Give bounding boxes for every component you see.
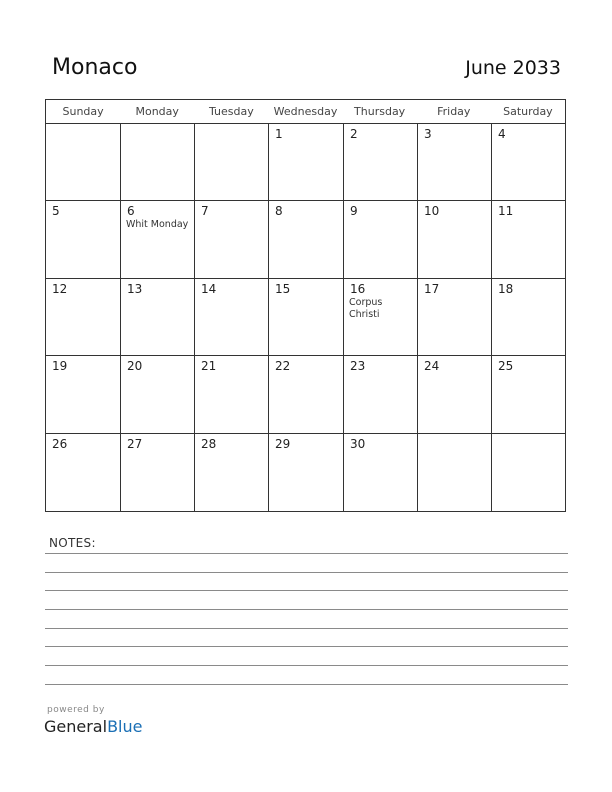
day-cell — [46, 201, 121, 278]
day-number: 18 — [498, 281, 514, 296]
note-line — [45, 572, 568, 573]
weekday-thursday: Thursday — [354, 105, 406, 118]
note-line — [45, 609, 568, 610]
day-cell — [344, 201, 418, 278]
note-line — [45, 665, 568, 666]
weekday-wednesday: Wednesday — [273, 105, 338, 118]
day-cell — [46, 434, 121, 511]
day-cell — [418, 356, 492, 433]
calendar-country-title: Monaco — [52, 55, 138, 80]
day-cell — [195, 434, 269, 511]
day-cell — [195, 356, 269, 433]
logo-blue-text: Blue — [107, 717, 143, 736]
day-number: 1 — [275, 127, 283, 141]
day-cell — [344, 356, 418, 433]
day-number: 29 — [275, 436, 291, 451]
day-number: 6 — [127, 204, 135, 219]
day-cell — [344, 434, 418, 511]
day-number: 16 — [350, 281, 366, 296]
day-number: 5 — [52, 204, 60, 219]
day-cell — [492, 434, 565, 511]
day-number: 7 — [201, 204, 209, 219]
day-number: 27 — [127, 436, 143, 451]
weekday-header-row — [46, 100, 565, 124]
day-cell — [46, 279, 121, 356]
day-cell — [195, 201, 269, 278]
day-cell — [121, 434, 195, 511]
day-number: 28 — [201, 436, 217, 451]
generalblue-logo — [44, 717, 142, 736]
weekday-monday: Monday — [135, 105, 179, 118]
day-number: 9 — [350, 204, 358, 219]
day-number: 11 — [498, 204, 514, 219]
day-number: 23 — [350, 359, 366, 374]
day-number: 30 — [350, 436, 366, 451]
day-number: 26 — [52, 436, 68, 451]
day-cell — [492, 201, 565, 278]
powered-by-text: powered by — [47, 705, 105, 715]
day-cell — [492, 279, 565, 356]
day-number: 22 — [275, 359, 291, 374]
weekday-sunday: Sunday — [62, 105, 104, 118]
holiday-label: Corpus Christi — [349, 296, 383, 320]
day-number: 20 — [127, 359, 143, 374]
calendar-grid — [45, 99, 566, 512]
day-cell — [121, 201, 195, 278]
day-cell — [269, 279, 344, 356]
note-line — [45, 628, 568, 629]
day-cell — [418, 124, 492, 201]
notes-label: NOTES: — [49, 536, 96, 550]
day-number: 2 — [350, 127, 358, 141]
logo-general-text: General — [44, 717, 108, 736]
day-number: 13 — [127, 281, 143, 296]
day-cell — [344, 279, 418, 356]
day-number: 15 — [275, 281, 291, 296]
weekday-friday: Friday — [437, 105, 471, 118]
day-cell — [492, 356, 565, 433]
day-cell — [269, 201, 344, 278]
note-line — [45, 646, 568, 647]
day-number: 8 — [275, 204, 283, 219]
day-cell — [269, 356, 344, 433]
day-cell — [492, 124, 565, 201]
day-cell — [121, 279, 195, 356]
day-number: 19 — [52, 359, 68, 374]
note-line — [45, 684, 568, 685]
note-line — [45, 590, 568, 591]
day-number: 12 — [52, 281, 68, 296]
note-line — [45, 553, 568, 554]
holiday-label: Whit Monday — [126, 219, 189, 231]
day-number: 24 — [424, 359, 440, 374]
day-cells — [46, 124, 565, 511]
day-cell — [418, 434, 492, 511]
day-number: 14 — [201, 281, 217, 296]
day-number: 21 — [201, 359, 217, 374]
day-cell — [195, 279, 269, 356]
day-cell — [195, 124, 269, 201]
day-cell — [46, 124, 121, 201]
day-number: 25 — [498, 359, 514, 374]
day-number: 3 — [424, 127, 432, 141]
day-cell — [269, 124, 344, 201]
calendar-month-title: June 2033 — [465, 57, 561, 79]
day-cell — [418, 201, 492, 278]
day-number: 17 — [424, 281, 440, 296]
day-cell — [121, 356, 195, 433]
day-number: 4 — [498, 127, 506, 141]
day-cell — [269, 434, 344, 511]
weekday-saturday: Saturday — [503, 105, 553, 118]
day-cell — [121, 124, 195, 201]
weekday-tuesday: Tuesday — [208, 105, 254, 118]
day-cell — [46, 356, 121, 433]
day-cell — [344, 124, 418, 201]
day-number: 10 — [424, 204, 440, 219]
day-cell — [418, 279, 492, 356]
